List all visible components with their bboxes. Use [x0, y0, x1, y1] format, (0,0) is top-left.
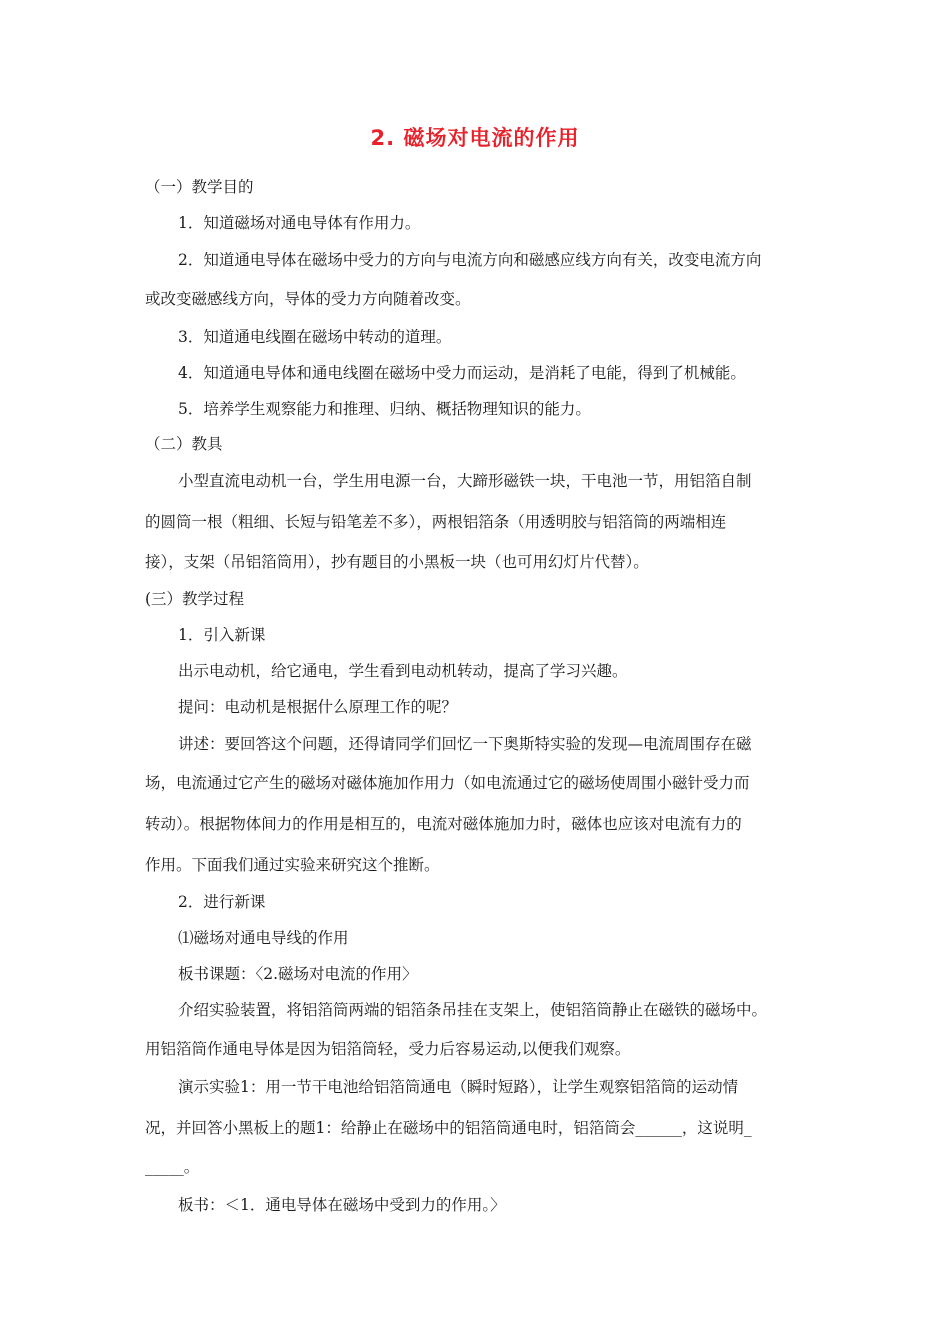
paragraph-line: 演示实验1：用一节干电池给铝箔筒通电（瞬时短路），让学生观察铝箔筒的运动情 — [178, 1078, 739, 1096]
paragraph-line: 板书课题：〈2.磁场对电流的作用〉 — [178, 965, 418, 983]
process-step-2: 2．进行新课 — [178, 893, 266, 911]
equipment-paragraph-line-3: 接），支架（吊铝箔筒用），抄有题目的小黑板一块（也可用幻灯片代替）。 — [145, 553, 649, 571]
paragraph-line: 讲述：要回答这个问题，还得请同学们回忆一下奥斯特实验的发现—电流周围存在磁 — [178, 735, 752, 753]
objective-item-5: 5．培养学生观察能力和推理、归纳、概括物理知识的能力。 — [178, 400, 591, 418]
section-heading-process: (三）教学过程 — [145, 590, 245, 608]
paragraph-line: 出示电动机，给它通电，学生看到电动机转动，提高了学习兴趣。 — [178, 662, 628, 680]
paragraph-line: 况，并回答小黑板上的题1：给静止在磁场中的铝箔筒通电时，铝箔筒会______，这说明_ — [145, 1119, 752, 1137]
paragraph-line: 提问：电动机是根据什么原理工作的呢？ — [178, 698, 458, 716]
equipment-paragraph-line-2: 的圆筒一根（粗细、长短与铅笔差不多），两根铝箔条（用透明胶与铝箔筒的两端相连 — [145, 513, 727, 531]
section-heading-objectives: （一）教学目的 — [145, 178, 254, 196]
paragraph-line: 转动）。根据物体间力的作用是相互的，电流对磁体施加力时，磁体也应该对电流有力的 — [145, 815, 742, 833]
equipment-paragraph-line-1: 小型直流电动机一台，学生用电源一台，大蹄形磁铁一块，干电池一节，用铝箔自制 — [178, 472, 752, 490]
process-step-1: 1．引入新课 — [178, 626, 266, 644]
objective-item-2: 2．知道通电导体在磁场中受力的方向与电流方向和磁感应线方向有关，改变电流方向 — [178, 251, 762, 269]
page-title: 2. 磁场对电流的作用 — [370, 126, 580, 150]
objective-item-3: 3．知道通电线圈在磁场中转动的道理。 — [178, 328, 452, 346]
objective-item-1: 1．知道磁场对通电导体有作用力。 — [178, 214, 421, 232]
paragraph-line: 板书：＜1．通电导体在磁场中受到力的作用。〉 — [178, 1196, 506, 1214]
paragraph-line: _____。 — [145, 1158, 200, 1176]
subsection-heading: ⑴磁场对通电导线的作用 — [178, 929, 349, 947]
paragraph-line: 作用。下面我们通过实验来研究这个推断。 — [145, 856, 440, 874]
paragraph-line: 介绍实验装置，将铝箔筒两端的铝箔条吊挂在支架上，使铝箔筒静止在磁铁的磁场中。 — [178, 1001, 768, 1019]
paragraph-line: 用铝箔筒作通电导体是因为铝箔筒轻，受力后容易运动,以便我们观察。 — [145, 1040, 631, 1058]
section-heading-equipment: （二）教具 — [145, 435, 223, 453]
objective-item-2-cont: 或改变磁感线方向，导体的受力方向随着改变。 — [145, 290, 471, 308]
paragraph-line: 场，电流通过它产生的磁场对磁体施加作用力（如电流通过它的磁场使周围小磁针受力而 — [145, 774, 750, 792]
objective-item-4: 4．知道通电导体和通电线圈在磁场中受力而运动，是消耗了电能，得到了机械能。 — [178, 364, 746, 382]
